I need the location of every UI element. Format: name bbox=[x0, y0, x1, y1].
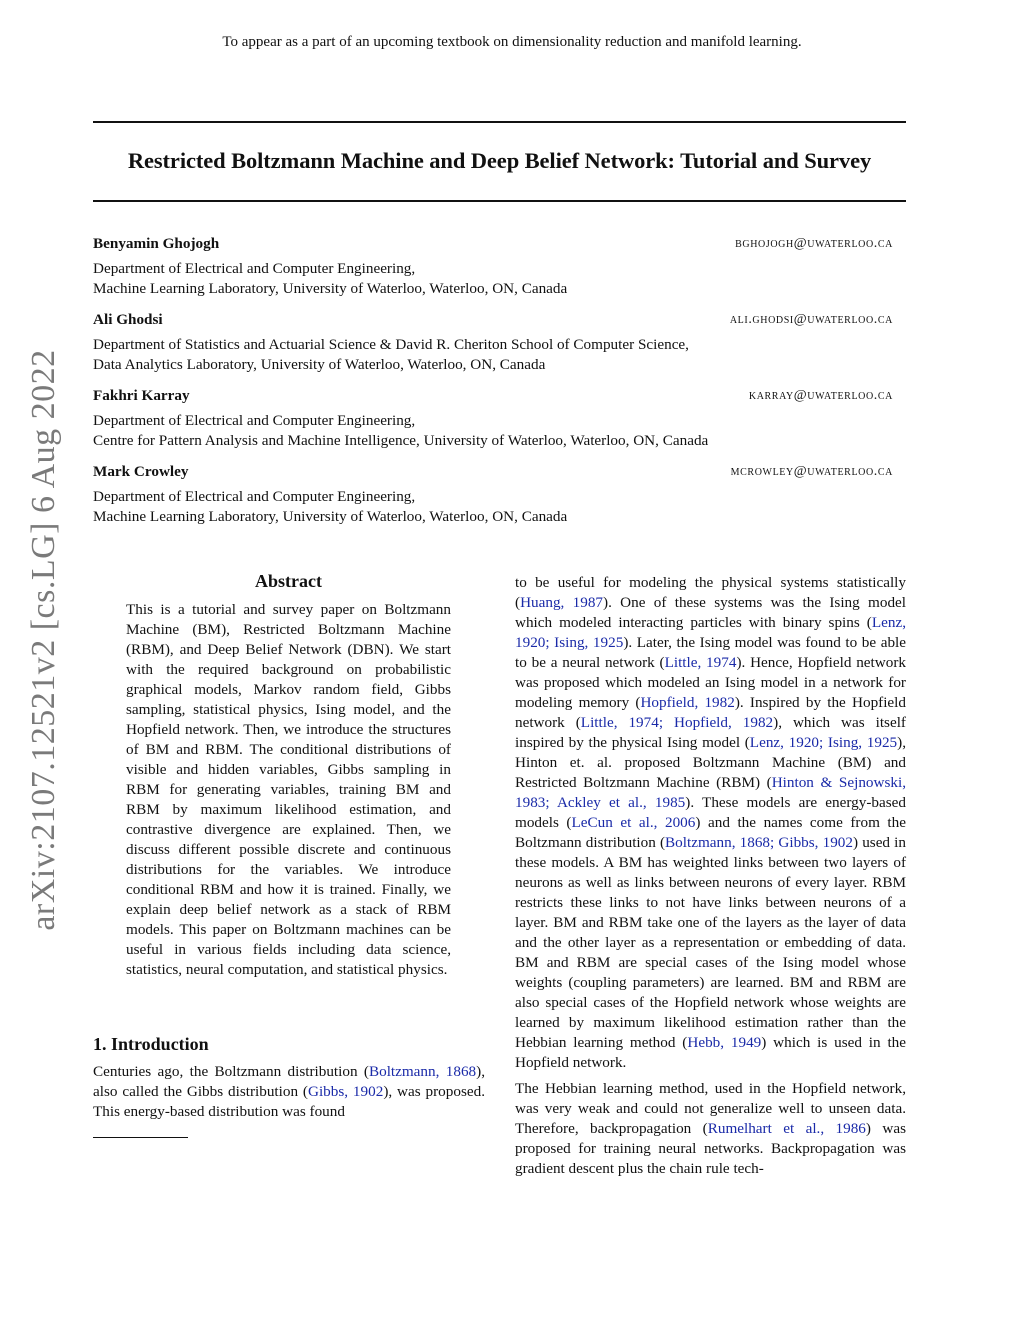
citation-link[interactable]: Rumelhart et al., 1986 bbox=[707, 1120, 866, 1137]
right-column bbox=[515, 573, 906, 1179]
arxiv-stamp: arXiv:2107.12521v2 [cs.LG] 6 Aug 2022 bbox=[25, 349, 62, 931]
author-email[interactable]: ali.ghodsi@uwaterloo.ca bbox=[729, 312, 893, 327]
citation-link[interactable]: LeCun et al., 2006 bbox=[571, 814, 696, 831]
citation-link[interactable]: Lenz, 1920; Ising, 1925 bbox=[749, 734, 898, 751]
text-run: ) and the names come from the Boltzmann distribution ( bbox=[515, 814, 906, 851]
author-name: Mark Crowley bbox=[93, 463, 189, 480]
text-run: ) used in these models. A BM has weighted links between two layers of neurons as well as links between neurons of every layer. RBM restricts these links to not have links between neurons of a layer. BM and RBM take one of the layers as the layer of data and the other layer as a representation or embedding of data. BM and RBM are special cases of the Ising model whose weights (coupling parameters) are learned. BM and RBM are also special cases of the Hopfield network whose weights are learned by maximum likelihood estimation rather than the Hebbian learning method ( bbox=[515, 834, 906, 1051]
author-affiliation: Department of Electrical and Computer Engineering, bbox=[93, 488, 416, 505]
author-name: Fakhri Karray bbox=[93, 387, 190, 404]
top-note: To appear as a part of an upcoming textbook on dimensionality reduction and manifold learning. bbox=[222, 34, 802, 50]
text-run: ) was proposed for training neural networks. Backpropagation was gradient descent plus the chain rule tech- bbox=[515, 1120, 906, 1177]
author-affiliation: Department of Statistics and Actuarial Science & David R. Cheriton School of Computer Science, bbox=[93, 336, 689, 353]
text-run: ). Inspired by the Hopfield network ( bbox=[515, 694, 906, 731]
citation-link[interactable]: Hebb, 1949 bbox=[687, 1034, 762, 1051]
footnote-rule bbox=[93, 1137, 188, 1138]
intro-paragraph bbox=[515, 573, 906, 1073]
text-run: ). Hence, Hopfield network was proposed which modeled an Ising model in a network for modeling memory ( bbox=[515, 654, 906, 711]
author-affiliation: Department of Electrical and Computer Engineering, bbox=[93, 412, 416, 429]
citation-link[interactable]: Boltzmann, 1868; Gibbs, 1902 bbox=[665, 834, 853, 851]
text-run: ), was proposed. This energy-based distribution was found bbox=[93, 1083, 485, 1120]
author-email[interactable]: mcrowley@uwaterloo.ca bbox=[730, 464, 893, 479]
citation-link[interactable]: Gibbs, 1902 bbox=[307, 1083, 384, 1100]
author-name: Ali Ghodsi bbox=[93, 311, 163, 328]
author-name: Benyamin Ghojogh bbox=[93, 235, 220, 252]
text-run: ). These models are energy-based models ( bbox=[515, 794, 906, 831]
author-affiliation: Data Analytics Laboratory, University of Waterloo, Waterloo, ON, Canada bbox=[93, 356, 546, 373]
introduction-heading: 1. Introduction bbox=[93, 1034, 209, 1054]
citation-link[interactable]: Hinton & Sejnowski, 1983; Ackley et al., 1985 bbox=[515, 774, 906, 811]
abstract-text: This is a tutorial and survey paper on Boltzmann Machine (BM), Restricted Boltzmann Machine (RBM), and Deep Belief Network (DBN). We start with the required background on probabilistic graphical models, Markov random field, Gibbs sampling, statistical physics, Ising model, and the Hopfield network. Then, we introduce the structures of BM and RBM. The conditional distributions of visible and hidden variables, Gibbs sampling in RBM for generating variables, training BM and RBM by maximum likelihood estimation, and contrastive divergence are explained. Then, we discuss different possible discrete and continuous distributions for the variables. We introduce conditional RBM and how it is trained. Finally, we explain deep belief network as a stack of RBM models. This paper on Boltzmann machines can be useful in various fields including data science, statistics, neural computation, and statistical physics. bbox=[126, 601, 451, 978]
author-email[interactable]: karray@uwaterloo.ca bbox=[748, 388, 893, 403]
text-run: ) which is used in the Hopfield network. bbox=[515, 1034, 907, 1071]
citation-link[interactable]: Lenz, 1920; Ising, 1925 bbox=[515, 614, 906, 651]
author-affiliation: Centre for Pattern Analysis and Machine Intelligence, University of Waterloo, Waterloo, ON, Canada bbox=[93, 432, 709, 449]
text-run: Centuries ago, the Boltzmann distribution ( bbox=[93, 1063, 369, 1080]
text-run: ). One of these systems was the Ising model which modeled interacting particles with binary spins ( bbox=[515, 594, 907, 631]
citation-link[interactable]: Boltzmann, 1868 bbox=[368, 1063, 477, 1080]
citation-link[interactable]: Little, 1974; Hopfield, 1982 bbox=[580, 714, 774, 731]
citation-link[interactable]: Hopfield, 1982 bbox=[640, 694, 735, 711]
title-rule-top bbox=[93, 121, 906, 123]
title-rule-bottom bbox=[93, 200, 906, 202]
author-affiliation: Machine Learning Laboratory, University of Waterloo, Waterloo, ON, Canada bbox=[93, 280, 568, 297]
citation-link[interactable]: Huang, 1987 bbox=[520, 594, 604, 611]
author-affiliation: Department of Electrical and Computer Engineering, bbox=[93, 260, 416, 277]
text-run: to be useful for modeling the physical systems statistically ( bbox=[515, 574, 906, 611]
text-run: The Hebbian learning method, used in the Hopfield network, was very weak and could not generalize well to unseen data. Therefore, backpropagation ( bbox=[515, 1080, 906, 1137]
paper-title: Restricted Boltzmann Machine and Deep Belief Network: Tutorial and Survey bbox=[127, 148, 872, 173]
citation-link[interactable]: Little, 1974 bbox=[664, 654, 737, 671]
intro-paragraph bbox=[93, 1062, 485, 1122]
author-block bbox=[93, 310, 893, 375]
author-block bbox=[93, 386, 893, 451]
text-run: ), which was itself inspired by the physical Ising model ( bbox=[515, 714, 906, 751]
intro-paragraph bbox=[515, 1079, 906, 1179]
abstract-heading: Abstract bbox=[255, 571, 322, 591]
author-block bbox=[93, 462, 893, 527]
author-block bbox=[93, 234, 893, 299]
text-run: ). Later, the Ising model was found to be able to be a neural network ( bbox=[515, 634, 906, 671]
text-run: ), also called the Gibbs distribution ( bbox=[93, 1063, 485, 1100]
text-run: ), Hinton et. al. proposed Boltzmann Machine (BM) and Restricted Boltzmann Machine (RBM) ( bbox=[515, 734, 906, 791]
author-affiliation: Machine Learning Laboratory, University of Waterloo, Waterloo, ON, Canada bbox=[93, 508, 568, 525]
author-email[interactable]: bghojogh@uwaterloo.ca bbox=[735, 236, 893, 251]
